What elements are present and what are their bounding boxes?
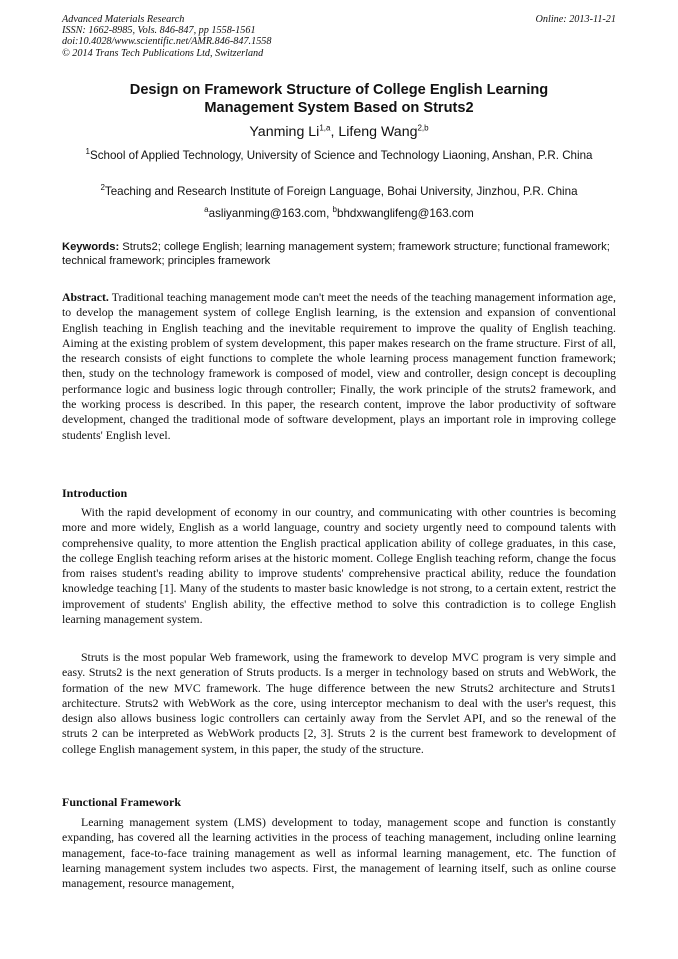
affiliation-2-text: Teaching and Research Institute of Foreign Language, Bohai University, Jinzhou, P.R. China (104, 185, 578, 198)
email-a-mark: a (204, 205, 209, 215)
author-1-name: Yanming Li (249, 124, 320, 140)
keywords-block (62, 240, 616, 268)
abstract-text: Traditional teaching management mode can't meet the needs of the teaching management information age, to develop the management system of college English learning, is the extension and expansion of conventional English teaching in English teaching and the inevitable requirement to improve the quality of English teaching. Aiming at the existing problem of system development, this paper makes research on the frame structure. First of all, the research consists of eight functions to complete the whole learning process management function framework; then, study on the technology framework is composed of model, view and controller, design concept is decoupling performance logic and business logic through controller; Finally, the work principle of the struts2 framework, and the working process is described. In this paper, the research content, improve the labor productivity of software development, changed the traditional mode of software development, plays an important role in improving college students' English level. (62, 290, 616, 442)
author-2-name: Lifeng Wang (338, 124, 418, 140)
affiliation-2 (62, 184, 616, 200)
affiliation-2-mark: 2 (100, 183, 105, 193)
journal-name: Advanced Materials Research (62, 14, 185, 25)
online-date: Online: 2013-11-21 (535, 14, 616, 25)
affiliation-1 (62, 148, 616, 164)
doi-line[interactable]: doi:10.4028/www.scientific.net/AMR.846-847.1558 (62, 36, 272, 48)
functional-framework-heading: Functional Framework (62, 795, 181, 809)
abstract-paragraph (62, 290, 616, 443)
email-b-mark: b (332, 205, 337, 215)
author-1-affil-mark: 1,a (319, 123, 331, 133)
introduction-paragraph-1: With the rapid development of economy in our country, and communicating with other countries is becoming more and more widely, English as a world language, country and society urgently need to compound talents with comprehensive quality, to more attention the English practical application ability of college graduates, in this case, the college English teaching reform arises at the historic moment. College English teaching reform, change the focus from raises student's reading ability to improve students' comprehensive practical ability, reduce the foundation knowledge teaching [1]. Many of the students to master basic knowledge is not strong, to a certain extent, restrict the improvement of students' English ability, the effective method to solve this contradiction is to college English learning management system. (62, 505, 616, 627)
email-a[interactable]: asliyanming@163.com (208, 207, 327, 220)
copyright-line: © 2014 Trans Tech Publications Ltd, Switzerland (62, 47, 264, 59)
issn-line: ISSN: 1662-8985, Vols. 846-847, pp 1558-1561 (62, 25, 256, 37)
introduction-paragraph-2: Struts is the most popular Web framework, using the framework to develop MVC program is very simple and easy. Struts2 is the next generation of Struts products. Is a merger in technology based on struts and WebWork, the formation of the new MVC framework. The huge difference between the new Struts2 architecture and Struts1 architecture. Struts2 with WebWork as the core, using interceptor mechanism to deal with the user's request, this design also allows business logic controllers can certainly away from the Servlet API, and so the renewal of the struts 2 can be interpreted as WebWork products [2, 3]. Struts 2 is the current best framework to development of college English management system, in this paper, the study of the structure. (62, 650, 616, 756)
keywords-label: Keywords: (62, 241, 120, 253)
email-b[interactable]: bhdxwanglifeng@163.com (337, 207, 474, 220)
author-separator: , (330, 124, 339, 140)
affiliation-1-text: School of Applied Technology, University of Science and Technology Liaoning, Anshan, P.R. China (89, 149, 593, 162)
author-emails (62, 206, 616, 222)
abstract-label: Abstract. (62, 290, 109, 304)
author-2-affil-mark: 2,b (417, 123, 429, 133)
email-separator: , (326, 207, 333, 220)
keywords-text: Struts2; college English; learning management system; framework structure; functional framework; technical framework; principles framework (62, 241, 610, 268)
functional-framework-paragraph-1: Learning management system (LMS) development to today, management scope and function is constantly expanding, has covered all the learning activities in the process of teaching management, including online learning management, face-to-face training management as well as informal learning management, etc. The function of learning management system includes two aspects. First, the management of learning itself, such as online course management, resource management, (62, 815, 616, 891)
title-line-2: Management System Based on Struts2 (204, 100, 474, 116)
affiliation-1-mark: 1 (85, 147, 90, 157)
paper-title (62, 81, 616, 117)
journal-header (62, 14, 616, 59)
title-line-1: Design on Framework Structure of College English Learning (129, 82, 549, 98)
introduction-heading: Introduction (62, 486, 128, 500)
author-list (62, 123, 616, 141)
